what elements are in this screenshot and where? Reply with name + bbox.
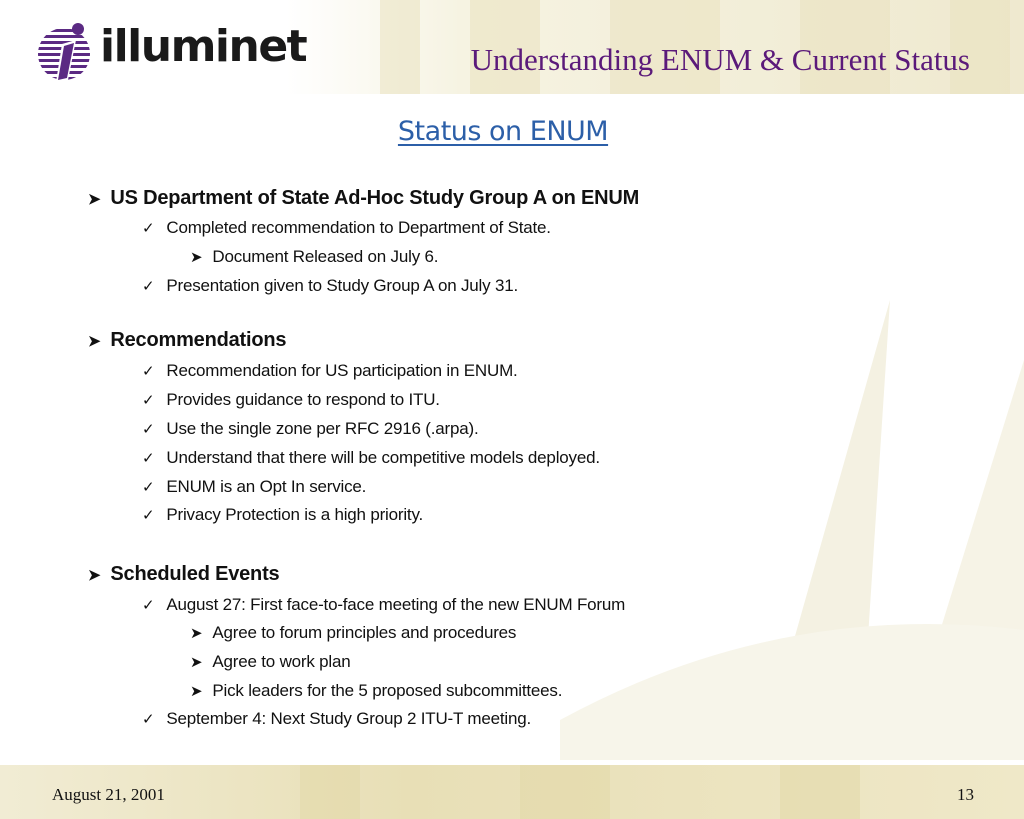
check-bullet-icon: ✓ xyxy=(142,363,155,380)
check-bullet-icon: ✓ xyxy=(142,711,155,728)
check-bullet-icon: ✓ xyxy=(142,392,155,409)
arrow-bullet-icon: ➤ xyxy=(190,625,203,642)
arrow-bullet-icon: ➤ xyxy=(88,567,101,584)
list-item: ✓ Understand that there will be competitive models deployed. xyxy=(142,448,600,467)
list-item: ✓ Use the single zone per RFC 2916 (.arpa). xyxy=(142,419,479,438)
list-item: ✓ Recommendation for US participation in ENUM. xyxy=(142,361,518,380)
list-item: ✓ Privacy Protection is a high priority. xyxy=(142,505,424,524)
arrow-bullet-icon: ➤ xyxy=(190,683,203,700)
arrow-bullet-icon: ➤ xyxy=(190,249,203,266)
sub-list-item: ➤ Agree to work plan xyxy=(190,652,351,671)
list-item: ✓ September 4: Next Study Group 2 ITU-T meeting. xyxy=(142,709,532,728)
list-item: ✓ Presentation given to Study Group A on July 31. xyxy=(142,276,518,295)
footer-stripe xyxy=(520,765,610,819)
list-item: ✓ Completed recommendation to Department of State. xyxy=(142,218,551,237)
background-swoosh-icon xyxy=(560,300,1024,760)
check-bullet-icon: ✓ xyxy=(142,597,155,614)
arrow-bullet-icon: ➤ xyxy=(190,654,203,671)
header-stripe xyxy=(380,0,420,94)
check-bullet-icon: ✓ xyxy=(142,278,155,295)
footer-stripe xyxy=(780,765,860,819)
list-item: ✓ August 27: First face-to-face meeting of the new ENUM Forum xyxy=(142,595,626,614)
brand-name: illuminet xyxy=(100,21,307,72)
sub-list-item: ➤ Agree to forum principles and procedures xyxy=(190,623,517,642)
section-heading: ➤ US Department of State Ad-Hoc Study Group A on ENUM xyxy=(88,187,640,209)
check-bullet-icon: ✓ xyxy=(142,479,155,496)
check-bullet-icon: ✓ xyxy=(142,450,155,467)
slide-footer xyxy=(0,765,1024,819)
check-bullet-icon: ✓ xyxy=(142,421,155,438)
arrow-bullet-icon: ➤ xyxy=(88,191,101,208)
sub-list-item: ➤ Pick leaders for the 5 proposed subcommittees. xyxy=(190,681,563,700)
page-number: 13 xyxy=(957,785,974,804)
section-heading: ➤ Recommendations xyxy=(88,329,287,351)
footer-stripe xyxy=(300,765,360,819)
slide-header xyxy=(0,0,1024,94)
illuminet-logo-icon xyxy=(36,20,96,84)
sub-list-item: ➤ Document Released on July 6. xyxy=(190,247,439,266)
slide-title: Status on ENUM xyxy=(397,116,609,147)
check-bullet-icon: ✓ xyxy=(142,507,155,524)
list-item: ✓ ENUM is an Opt In service. xyxy=(142,477,367,496)
arrow-bullet-icon: ➤ xyxy=(88,333,101,350)
list-item: ✓ Provides guidance to respond to ITU. xyxy=(142,390,440,409)
deck-title: Understanding ENUM & Current Status xyxy=(470,42,970,77)
footer-date: August 21, 2001 xyxy=(52,785,165,804)
check-bullet-icon: ✓ xyxy=(142,220,155,237)
section-heading: ➤ Scheduled Events xyxy=(88,563,280,585)
